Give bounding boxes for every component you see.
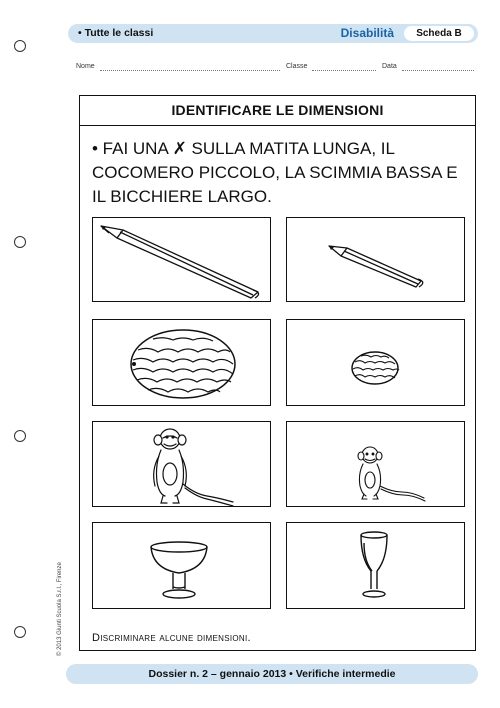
date-line[interactable] — [402, 70, 474, 71]
cell-glass-narrow[interactable] — [286, 522, 465, 609]
name-label: Nome — [76, 63, 95, 70]
cell-pencil-short[interactable] — [286, 217, 465, 302]
cell-cup-wide[interactable] — [92, 522, 271, 609]
date-label: Data — [382, 63, 397, 70]
name-line[interactable] — [100, 70, 280, 71]
pencil-long-icon — [93, 218, 270, 301]
cell-monkey-short[interactable] — [286, 421, 465, 507]
watermelon-small-icon — [287, 320, 464, 405]
cell-watermelon-small[interactable] — [286, 319, 465, 406]
cell-pencil-long[interactable] — [92, 217, 271, 302]
worksheet-title: IDENTIFICARE LE DIMENSIONI — [171, 102, 384, 118]
binder-hole — [14, 236, 26, 248]
footer-bar: Dossier n. 2 – gennaio 2013 • Verifiche intermedie — [66, 664, 478, 684]
header-bar — [68, 24, 478, 43]
monkey-short-icon — [287, 422, 464, 506]
class-line[interactable] — [312, 70, 376, 71]
binder-hole — [14, 40, 26, 52]
glass-narrow-icon — [287, 523, 464, 608]
worksheet-frame — [79, 95, 476, 651]
header-subject: Disabilità — [340, 26, 394, 40]
watermelon-big-icon — [93, 320, 270, 405]
header-classes: • Tutte le classi — [78, 27, 154, 39]
monkey-tall-icon — [93, 422, 270, 506]
title-divider — [80, 125, 475, 126]
pencil-short-icon — [287, 218, 464, 301]
student-info-row — [76, 63, 474, 73]
binder-hole — [14, 626, 26, 638]
sheet-badge: Scheda B — [404, 26, 474, 41]
class-label: Classe — [286, 63, 308, 70]
worksheet-footnote: Discriminare alcune dimensioni. — [92, 632, 251, 644]
copyright-text: © 2013 Giunti Scuola S.r.l., Firenze — [57, 562, 63, 656]
cup-wide-icon — [93, 523, 270, 608]
binder-hole — [14, 430, 26, 442]
cell-watermelon-big[interactable] — [92, 319, 271, 406]
worksheet-instruction: • FAI UNA ✗ SULLA MATITA LUNGA, IL COCOMERO PICCOLO, LA SCIMMIA BASSA E IL BICCHIERE LARGO. — [92, 139, 458, 206]
cell-monkey-tall[interactable] — [92, 421, 271, 507]
